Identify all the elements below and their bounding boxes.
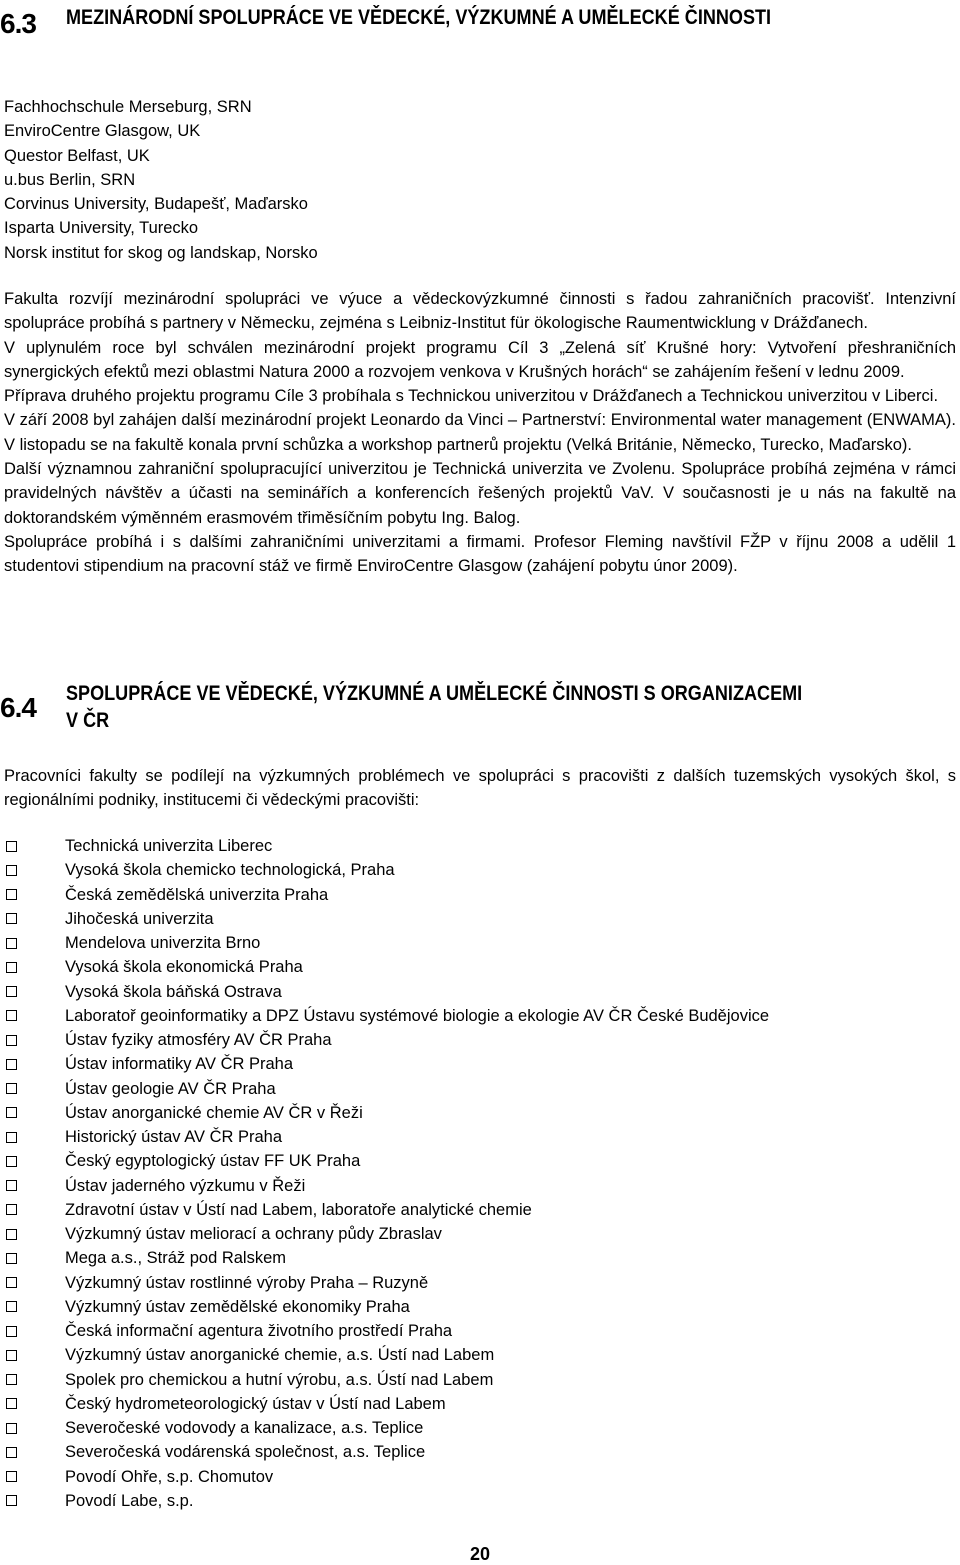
- checkbox-icon: [6, 1423, 17, 1434]
- section-number: 6.3: [0, 8, 36, 39]
- institution-name: Vysoká škola báňská Ostrava: [65, 982, 282, 1001]
- institution-name: Mendelova univerzita Brno: [65, 934, 261, 952]
- list-item: [4, 1489, 769, 1513]
- partner-list: [4, 95, 318, 265]
- list-item: [4, 1392, 769, 1416]
- checkbox-icon: [6, 1471, 17, 1482]
- institution-name: Severočeské vodovody a kanalizace, a.s. Teplice: [65, 1419, 424, 1437]
- institution-name: Vysoká škola chemicko technologická, Praha: [65, 861, 395, 880]
- checkbox-icon: [6, 841, 17, 852]
- list-item: [4, 907, 769, 931]
- institution-name: Spolek pro chemickou a hutní výrobu, a.s. Ústí nad Labem: [65, 1370, 494, 1389]
- checkbox-icon: [6, 938, 17, 949]
- paragraph: V září 2008 byl zahájen další mezinárodní projekt Leonardo da Vinci – Partnerství: Environmental water management (ENWAMA). V listopadu se na fakultě konala první schůzka a workshop partnerů projektu (Velká Británie, Německo, Turecko, Maďarsko).: [4, 411, 956, 454]
- institution-name: Technická univerzita Liberec: [65, 837, 273, 855]
- institution-name: Výzkumný ústav zemědělské ekonomiky Praha: [65, 1297, 410, 1316]
- institution-name: Laboratoř geoinformatiky a DPZ Ústavu systémové biologie a ekologie AV ČR České Budějovice: [65, 1006, 770, 1025]
- paragraph: V uplynulém roce byl schválen mezinárodní projekt programu Cíl 3 „Zelená síť Krušné hory: Vytvoření přeshraničních synergických efektů mezi oblastmi Natura 2000 a rozvojem venkova v Krušných horách“ se zahájením řešení v lednu 2009.: [4, 338, 956, 381]
- list-item: [4, 1222, 769, 1246]
- institution-name: Výzkumný ústav meliorací a ochrany půdy Zbraslav: [65, 1225, 442, 1243]
- institution-name: Zdravotní ústav v Ústí nad Labem, laboratoře analytické chemie: [65, 1200, 532, 1219]
- institution-name: Povodí Ohře, s.p. Chomutov: [65, 1467, 274, 1486]
- list-item: [4, 1246, 769, 1270]
- institution-name: Jihočeská univerzita: [65, 909, 214, 928]
- list-item: [4, 1368, 769, 1392]
- institution-name: Český egyptologický ústav FF UK Praha: [65, 1152, 361, 1171]
- checkbox-icon: [6, 1495, 17, 1506]
- checkbox-icon: [6, 1107, 17, 1118]
- list-item: [4, 1149, 769, 1173]
- institution-name: Český hydrometeorologický ústav v Ústí nad Labem: [65, 1394, 446, 1413]
- list-item: [4, 1440, 769, 1464]
- partner-item: EnviroCentre Glasgow, UK: [4, 122, 201, 141]
- section-number: 6.4: [0, 692, 36, 723]
- section-6-3-header: [0, 4, 886, 40]
- institution-list: [4, 834, 769, 1513]
- checkbox-icon: [6, 1059, 17, 1070]
- list-item: [4, 1028, 769, 1052]
- list-item: [4, 1465, 769, 1489]
- checkbox-icon: [6, 1277, 17, 1288]
- section-title: [66, 680, 802, 734]
- checkbox-icon: [6, 1398, 17, 1409]
- paragraph: Příprava druhého projektu programu Cíle 3 probíhala s Technickou univerzitou v Drážďanech a Technickou univerzitou v Liberci.: [4, 387, 939, 406]
- section-title-line: V ČR: [66, 709, 110, 732]
- list-item: [4, 1295, 769, 1319]
- checkbox-icon: [6, 1350, 17, 1361]
- list-item: [4, 834, 769, 858]
- list-item: [4, 1319, 769, 1343]
- section-6-3-body: [4, 287, 956, 579]
- partner-item: Isparta University, Turecko: [4, 219, 199, 238]
- checkbox-icon: [6, 962, 17, 973]
- institution-name: Česká zemědělská univerzita Praha: [65, 885, 329, 904]
- checkbox-icon: [6, 986, 17, 997]
- list-item: [4, 955, 769, 979]
- list-item: [4, 1174, 769, 1198]
- section-6-4-intro: [4, 764, 956, 813]
- institution-name: Česká informační agentura životního prostředí Praha: [65, 1322, 453, 1340]
- institution-name: Severočeská vodárenská společnost, a.s. Teplice: [65, 1443, 426, 1462]
- section-title-line: SPOLUPRÁCE VE VĚDECKÉ, VÝZKUMNÉ A UMĚLECKÉ ČINNOSTI S ORGANIZACEMI: [66, 682, 803, 705]
- checkbox-icon: [6, 1180, 17, 1191]
- institution-name: Ústav fyziky atmosféry AV ČR Praha: [65, 1031, 332, 1049]
- checkbox-icon: [6, 1229, 17, 1240]
- paragraph: Spolupráce probíhá i s dalšími zahraničními univerzitami a firmami. Profesor Fleming navštívil FŽP v říjnu 2008 a udělil 1 studentovi stipendium na pracovní stáž ve firmě EnviroCentre Glasgow (zahájení pobytu únor 2009).: [4, 532, 956, 576]
- partner-item: Fachhochschule Merseburg, SRN: [4, 98, 252, 116]
- page-number: 20: [469, 1544, 491, 1564]
- checkbox-icon: [6, 889, 17, 900]
- list-item: [4, 931, 769, 955]
- partner-item: Norsk institut for skog og landskap, Norsko: [4, 243, 318, 262]
- list-item: [4, 1416, 769, 1440]
- institution-name: Výzkumný ústav rostlinné výroby Praha – Ruzyně: [65, 1273, 429, 1292]
- list-item: [4, 1271, 769, 1295]
- institution-name: Povodí Labe, s.p.: [65, 1491, 194, 1510]
- checkbox-icon: [6, 1447, 17, 1458]
- institution-name: Mega a.s., Stráž pod Ralskem: [65, 1249, 287, 1268]
- list-item: [4, 1125, 769, 1149]
- institution-name: Ústav geologie AV ČR Praha: [65, 1079, 276, 1098]
- list-item: [4, 1101, 769, 1125]
- institution-name: Vysoká škola ekonomická Praha: [65, 958, 303, 977]
- paragraph: Pracovníci fakulty se podílejí na výzkumných problémech ve spolupráci s pracovišti z dalších tuzemských vysokých škol, s regionálními podniky, institucemi či vědeckými pracovišti:: [4, 767, 956, 810]
- institution-name: Historický ústav AV ČR Praha: [65, 1128, 283, 1146]
- checkbox-icon: [6, 1204, 17, 1215]
- checkbox-icon: [6, 1035, 17, 1046]
- checkbox-icon: [6, 1132, 17, 1143]
- list-item: [4, 1343, 769, 1367]
- partner-item: Corvinus University, Budapešť, Maďarsko: [4, 195, 308, 214]
- paragraph: Další významnou zahraniční spolupracující univerzitou je Technická univerzita ve Zvolenu. Spolupráce probíhá zejména v rámci pravidelných návštěv a účasti na seminářích a konferencích řešených projektů VaV. V současnosti je u nás na fakultě na doktorandském výměnném erasmovém třiměsíčním pobytu Ing. Balog.: [4, 460, 956, 527]
- paragraph: Fakulta rozvíjí mezinárodní spolupráci ve výuce a vědeckovýzkumné činnosti s řadou zahraničních pracovišť. Intenzivní spolupráce probíhá s partnery v Německu, zejména s Leibniz-Institut für ökologische Raumentwicklung v Drážďanech.: [4, 290, 956, 333]
- checkbox-icon: [6, 865, 17, 876]
- checkbox-icon: [6, 1083, 17, 1094]
- list-item: [4, 1198, 769, 1222]
- list-item: [4, 980, 769, 1004]
- checkbox-icon: [6, 1301, 17, 1312]
- institution-name: Výzkumný ústav anorganické chemie, a.s. Ústí nad Labem: [65, 1346, 495, 1365]
- list-item: [4, 883, 769, 907]
- partner-item: Questor Belfast, UK: [4, 146, 150, 165]
- institution-name: Ústav jaderného výzkumu v Řeži: [65, 1176, 306, 1195]
- partner-item: u.bus Berlin, SRN: [4, 170, 136, 189]
- institution-name: Ústav anorganické chemie AV ČR v Řeži: [65, 1103, 363, 1122]
- list-item: [4, 1077, 769, 1101]
- list-item: [4, 1004, 769, 1028]
- checkbox-icon: [6, 1156, 17, 1167]
- checkbox-icon: [6, 1253, 17, 1264]
- list-item: [4, 1052, 769, 1076]
- checkbox-icon: [6, 1326, 17, 1337]
- list-item: [4, 858, 769, 882]
- checkbox-icon: [6, 1010, 17, 1021]
- section-6-4-header: [0, 680, 922, 734]
- institution-name: Ústav informatiky AV ČR Praha: [65, 1055, 294, 1074]
- checkbox-icon: [6, 913, 17, 924]
- section-title: MEZINÁRODNÍ SPOLUPRÁCE VE VĚDECKÉ, VÝZKUMNÉ A UMĚLECKÉ ČINNOSTI: [66, 6, 772, 29]
- checkbox-icon: [6, 1374, 17, 1385]
